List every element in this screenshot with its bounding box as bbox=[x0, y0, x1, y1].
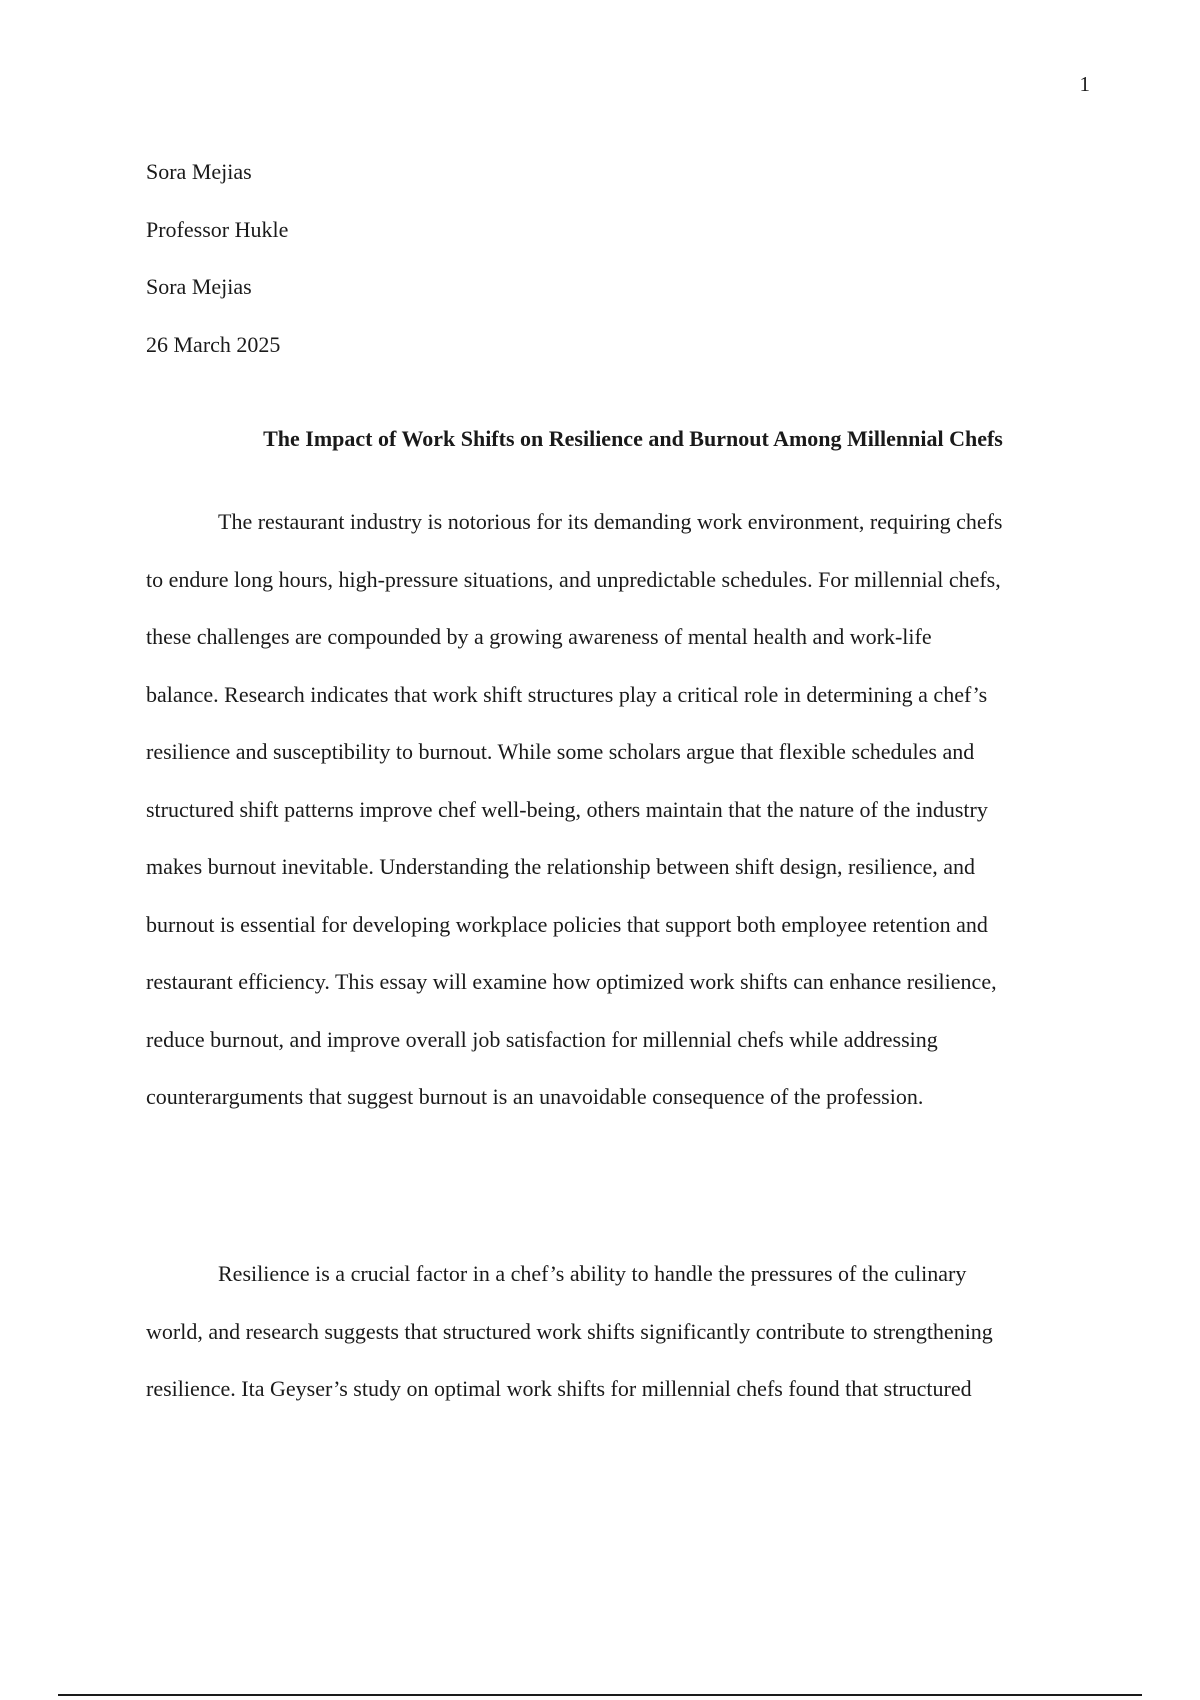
paragraph-line: reduce burnout, and improve overall job satisfaction for millennial chefs while addressing bbox=[146, 1026, 938, 1052]
course-name: Sora Mejias bbox=[146, 274, 252, 299]
paragraph-line: structured shift patterns improve chef well-being, others maintain that the nature of the industry bbox=[146, 796, 988, 822]
student-name: Sora Mejias bbox=[146, 159, 252, 184]
date: 26 March 2025 bbox=[146, 331, 281, 357]
paragraph-line: resilience and susceptibility to burnout. While some scholars argue that flexible schedules and bbox=[146, 739, 975, 764]
mla-header bbox=[146, 143, 288, 373]
paragraph-line: balance. Research indicates that work shift structures play a critical role in determining a chef’s bbox=[146, 681, 988, 707]
paragraph-line: restaurant efficiency. This essay will examine how optimized work shifts can enhance resilience, bbox=[146, 969, 997, 994]
paragraph-line: these challenges are compounded by a growing awareness of mental health and work-life bbox=[146, 624, 932, 649]
paragraph-line: Resilience is a crucial factor in a chef’s ability to handle the pressures of the culinary bbox=[218, 1261, 967, 1286]
paragraph-line: The restaurant industry is notorious for its demanding work environment, requiring chefs bbox=[218, 509, 1003, 534]
instructor-name: Professor Hukle bbox=[146, 216, 289, 242]
paragraph-2 bbox=[146, 1245, 1086, 1418]
paragraph-line: burnout is essential for developing workplace policies that support both employee retention and bbox=[146, 911, 988, 937]
paragraph-line: world, and research suggests that structured work shifts significantly contribute to strengthening bbox=[146, 1318, 993, 1344]
page-number: 1 bbox=[1079, 72, 1090, 96]
page-bottom-divider bbox=[58, 1694, 1142, 1696]
paragraph-line: counterarguments that suggest burnout is an unavoidable consequence of the profession. bbox=[146, 1084, 924, 1109]
paragraph-1 bbox=[146, 493, 1086, 1126]
paragraph-line: makes burnout inevitable. Understanding the relationship between shift design, resilience, and bbox=[146, 854, 976, 879]
paragraph-line: resilience. Ita Geyser’s study on optimal work shifts for millennial chefs found that structured bbox=[146, 1376, 972, 1401]
essay-title: The Impact of Work Shifts on Resilience and Burnout Among Millennial Chefs bbox=[263, 426, 1003, 451]
paragraph-line: to endure long hours, high-pressure situations, and unpredictable schedules. For millennial chefs, bbox=[146, 566, 1001, 592]
